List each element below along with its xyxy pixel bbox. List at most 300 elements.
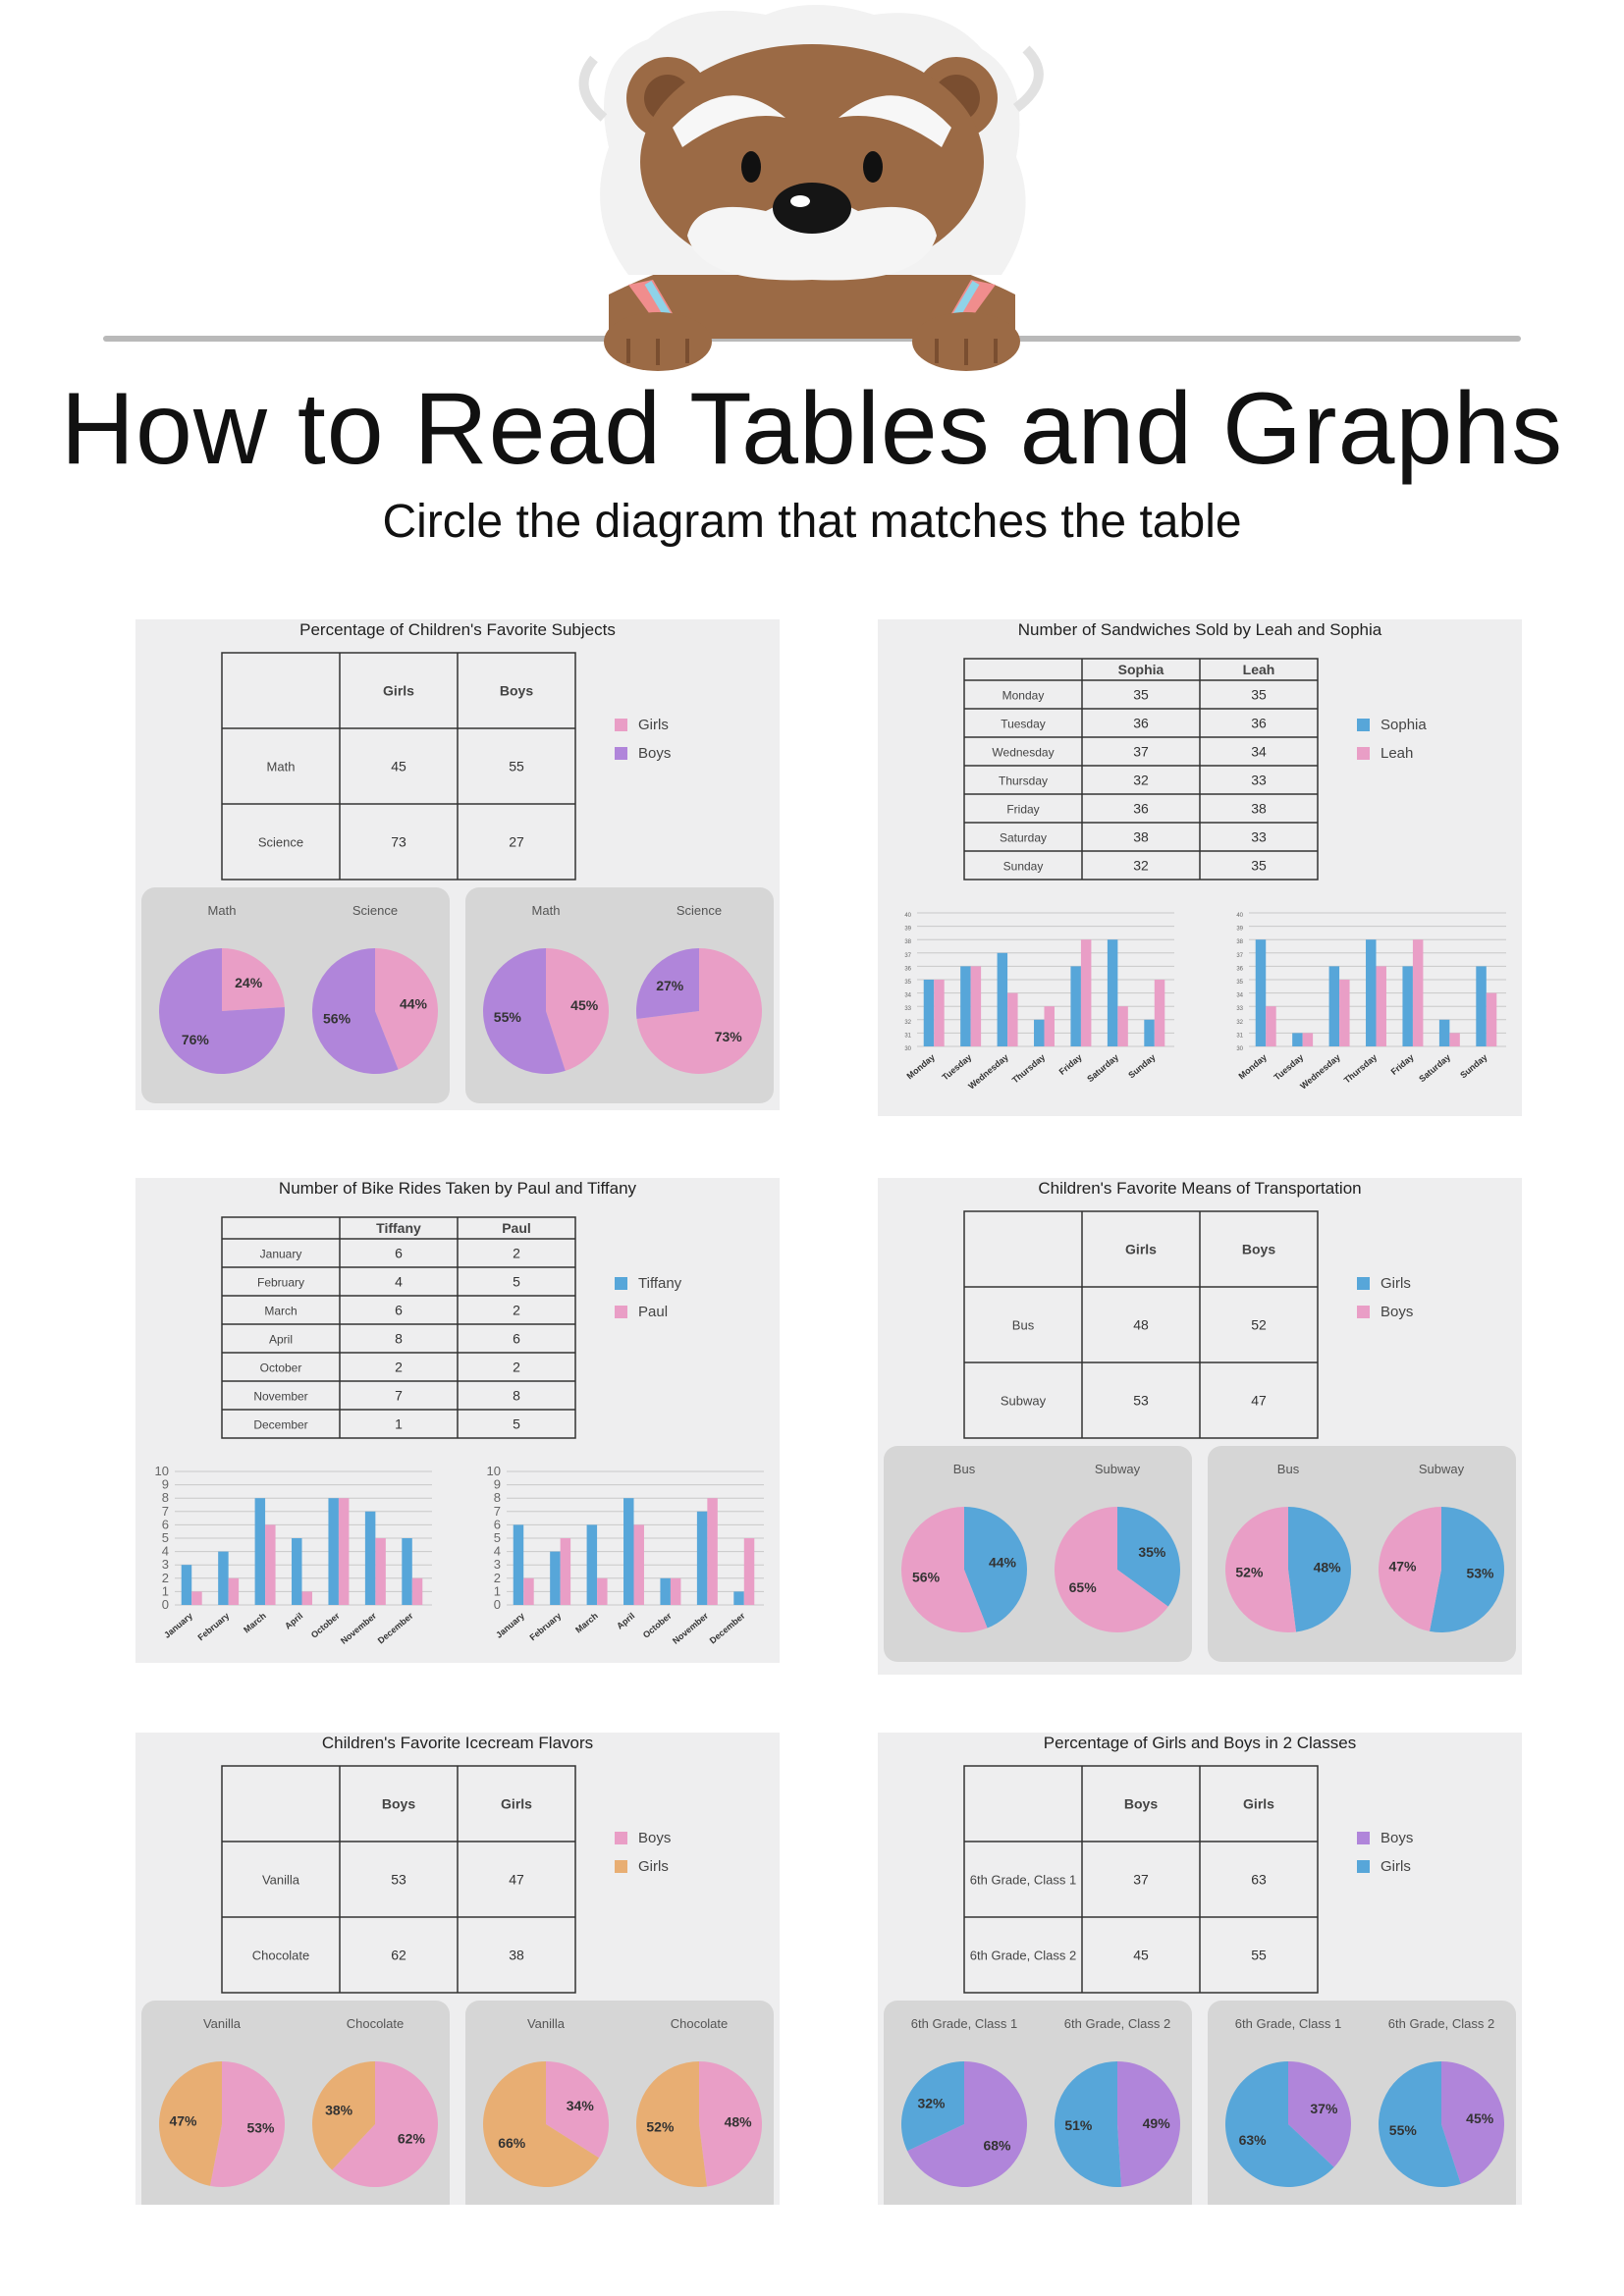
table-row-label: April [268,1332,294,1347]
legend-label-boys: Boys [1380,1304,1414,1320]
x-tick-label: Thursday [1341,1051,1380,1086]
table-cell: 36 [1133,715,1149,731]
panel-title: Percentage of Girls and Boys in 2 Classes [1043,1734,1357,1752]
y-tick-label: 30 [1236,1046,1243,1052]
bar-paul [671,1578,680,1605]
table-cell: 53 [391,1871,406,1888]
pie-label: Math [207,903,237,918]
table-cell: 37 [1133,743,1149,760]
bar-leah [1487,993,1496,1046]
bar-leah [971,966,981,1046]
table-cell: 36 [1251,715,1267,731]
table-cell: 53 [1133,1392,1149,1409]
legend-label-boys: Boys [638,1830,672,1846]
panel-title: Children's Favorite Icecream Flavors [321,1734,594,1752]
bar-leah [1377,966,1386,1046]
y-tick-label: 6 [161,1517,169,1532]
pie-chart-slice-label: 47% [169,2112,197,2129]
pie-chart-slice-label: 53% [1466,1565,1494,1581]
bar-tiffany [365,1512,375,1605]
x-tick-label: Saturday [1085,1051,1121,1085]
legend-label-paul: Paul [638,1304,669,1320]
table-cell: 38 [509,1947,524,1963]
y-tick-label: 33 [1236,1006,1243,1013]
legend-label-boys: Boys [638,745,672,762]
legend-swatch-boys [615,747,627,760]
pie-label: 6th Grade, Class 1 [910,2016,1018,2031]
y-tick-label: 4 [493,1543,501,1559]
table-cell: 6 [513,1330,520,1347]
pie-chart-slice-label: 34% [566,2097,594,2113]
y-tick-label: 7 [161,1503,169,1519]
bar-tiffany [514,1524,523,1605]
bar-tiffany [402,1538,411,1605]
y-tick-label: 31 [904,1033,911,1040]
table-cell: 36 [1133,800,1149,817]
pie-chart-slice-label: 24% [235,975,263,991]
bar-sophia [1256,939,1266,1046]
table-header-girls: Girls [1243,1795,1274,1812]
table-row-label: Bus [1011,1317,1035,1333]
bar-tiffany [550,1552,560,1605]
pie-chart-slice-label: 62% [397,2130,425,2147]
y-tick-label: 36 [904,966,911,973]
table-header-leah: Leah [1242,662,1275,677]
y-tick-label: 10 [486,1464,501,1478]
legend-swatch-boys [1357,1306,1370,1318]
table-cell: 34 [1251,743,1267,760]
pie-chart-slice-label: 56% [912,1569,941,1585]
table-cell: 33 [1251,828,1267,845]
table-header-girls: Girls [501,1795,532,1812]
bar-sophia [1366,939,1376,1046]
pie-chart-slice-label: 35% [1138,1543,1166,1560]
y-tick-label: 6 [493,1517,501,1532]
pie-label: Science [676,903,723,918]
legend-label-tiffany: Tiffany [638,1275,682,1292]
bar-leah [1117,1006,1127,1046]
pie-chart-slice-label: 65% [1068,1579,1097,1596]
table-row-label: Friday [1006,802,1040,817]
y-tick-label: 34 [1236,992,1243,999]
y-tick-label: 3 [493,1557,501,1573]
x-tick-label: Wednesday [1298,1051,1342,1092]
pie-chart-slice-label: 38% [325,2102,353,2118]
table-cell: 5 [513,1273,520,1290]
panel-title: Children's Favorite Means of Transportation [1038,1179,1362,1198]
panel-transportation [878,1178,1522,1675]
pie-chart-slice-label: 52% [646,2118,675,2135]
bar-tiffany [182,1565,191,1605]
table-row-label: Chocolate [251,1948,310,1963]
table-cell: 47 [509,1871,524,1888]
pie-chart-slice-label: 48% [1313,1559,1341,1575]
x-tick-label: Sunday [1458,1051,1489,1081]
x-tick-label: March [242,1610,268,1635]
table-header-sophia: Sophia [1117,662,1164,677]
pie-chart-slice-label: 51% [1064,2117,1093,2134]
x-tick-label: March [573,1610,600,1635]
pie-chart-slice-label: 66% [498,2135,526,2152]
table-cell: 6 [395,1245,403,1261]
y-tick-label: 9 [161,1476,169,1492]
y-tick-label: 2 [161,1570,169,1585]
pie-chart-slice-label: 49% [1142,2114,1170,2131]
table-row-label: Tuesday [1001,717,1046,731]
x-tick-label: October [308,1610,342,1640]
bar-sophia [1292,1033,1302,1046]
y-tick-label: 0 [493,1597,501,1612]
bar-sophia [1108,939,1117,1046]
bar-paul [265,1524,275,1605]
x-tick-label: November [670,1610,711,1646]
table-cell: 32 [1133,772,1149,788]
page-title: How to Read Tables and Graphs [60,372,1564,486]
pie-option-b[interactable] [465,887,774,1103]
bar-tiffany [255,1498,265,1605]
bar-leah [1266,1006,1275,1046]
panel-canvas [878,1178,1522,1675]
table-cell: 47 [1251,1392,1267,1409]
bar-paul [339,1498,349,1605]
bar-leah [1007,993,1017,1046]
table-header-tiffany: Tiffany [376,1220,421,1236]
x-tick-label: April [615,1610,637,1631]
table-cell: 38 [1251,800,1267,817]
table-row-label: 6th Grade, Class 2 [969,1948,1077,1963]
bar-option-b[interactable] [1236,913,1506,1092]
table-cell: 4 [395,1273,403,1290]
table-header-boys: Boys [1241,1241,1276,1257]
y-tick-label: 30 [904,1046,911,1052]
bar-sophia [960,966,970,1046]
table-row-label: March [264,1304,298,1318]
y-tick-label: 39 [904,926,911,933]
pie-label: Bus [1276,1462,1300,1476]
table-row-label: Subway [1000,1393,1047,1409]
y-tick-label: 4 [161,1543,169,1559]
pie-option-b[interactable] [465,2001,774,2205]
legend-swatch-leah [1357,747,1370,760]
pie-chart-slice-label: 45% [570,996,599,1013]
bar-sophia [1439,1020,1449,1046]
bar-option-b[interactable] [487,1464,764,1646]
bar-paul [744,1538,754,1605]
x-tick-label: December [375,1610,415,1646]
pie-chart-slice-label: 44% [988,1554,1016,1571]
table-cell: 6 [395,1302,403,1318]
y-tick-label: 7 [493,1503,501,1519]
table-header-paul: Paul [502,1220,531,1236]
x-tick-label: December [707,1610,747,1646]
table-cell: 8 [513,1387,520,1404]
table-row-label: Science [257,834,304,850]
table-row-label: 6th Grade, Class 1 [969,1872,1077,1888]
y-tick-label: 5 [493,1530,501,1545]
table-header-boys: Boys [381,1795,416,1812]
bar-paul [191,1591,201,1605]
pie-option-a[interactable] [141,2001,450,2205]
pie-chart-slice-label: 32% [917,2095,946,2111]
legend-swatch-boys [615,1832,627,1844]
x-tick-label: Tuesday [1272,1051,1306,1083]
x-tick-label: Monday [1236,1051,1269,1082]
pie-chart-slice-label: 73% [714,1029,742,1045]
table-header-girls: Girls [1125,1241,1157,1257]
table-row-label: January [259,1247,302,1261]
legend-swatch-tiffany [615,1277,627,1290]
pie-label: Vanilla [526,2016,566,2031]
panel-canvas [135,619,780,1110]
y-tick-label: 36 [1236,966,1243,973]
pie-chart-slice-label: 55% [1388,2122,1417,2139]
bar-tiffany [218,1552,228,1605]
bar-sophia [1034,1020,1044,1046]
bar-leah [1413,939,1423,1046]
bar-sophia [1476,966,1486,1046]
table-cell: 73 [391,833,406,850]
pie-chart-slice-label: 53% [246,2119,275,2136]
pie-chart-slice-label: 45% [1466,2109,1494,2126]
table-cell: 2 [513,1245,520,1261]
table-cell: 48 [1133,1316,1149,1333]
table-header-boys: Boys [499,682,534,699]
table-cell: 33 [1251,772,1267,788]
legend-swatch-girls [615,719,627,731]
bar-paul [229,1578,239,1605]
bar-paul [597,1578,607,1605]
y-tick-label: 1 [161,1583,169,1599]
y-tick-label: 34 [904,992,911,999]
y-tick-label: 1 [493,1583,501,1599]
bar-leah [1339,980,1349,1046]
y-tick-label: 33 [904,1006,911,1013]
y-tick-label: 8 [161,1490,169,1506]
y-tick-label: 9 [493,1476,501,1492]
y-tick-label: 37 [1236,952,1243,959]
pie-label: 6th Grade, Class 2 [1387,2016,1495,2031]
pie-chart-slice-label: 56% [323,1010,352,1027]
table-cell: 32 [1133,857,1149,874]
table-row-label: December [253,1417,308,1432]
pie-option-b[interactable] [1208,2001,1516,2205]
pie-label: Subway [1418,1462,1465,1476]
panel-girls-boys-classes [878,1733,1522,2205]
x-tick-label: January [494,1610,526,1640]
table-cell: 45 [1133,1947,1149,1963]
bar-tiffany [328,1498,338,1605]
y-tick-label: 32 [904,1019,911,1026]
legend-swatch-girls [1357,1277,1370,1290]
pie-label: Math [531,903,561,918]
x-tick-label: Sunday [1126,1051,1158,1081]
table-cell: 55 [1251,1947,1267,1963]
table-row-label: October [259,1361,302,1375]
pie-label: Subway [1094,1462,1141,1476]
legend-swatch-girls [1357,1860,1370,1873]
bar-sophia [998,953,1007,1046]
y-tick-label: 3 [161,1557,169,1573]
panel-icecream-flavors [135,1733,780,2205]
panel-sandwiches-sold [878,619,1522,1116]
panel-canvas [878,619,1522,1116]
bar-tiffany [292,1538,301,1605]
panel-canvas [135,1733,780,2205]
y-tick-label: 0 [161,1597,169,1612]
pie-chart-slice-label: 52% [1235,1564,1264,1580]
panel-title: Number of Bike Rides Taken by Paul and Tiffany [278,1179,637,1198]
pie-chart-slice-label: 27% [656,977,684,993]
panel-canvas [878,1733,1522,2205]
bar-paul [707,1498,717,1605]
y-tick-label: 38 [1236,939,1243,946]
y-tick-label: 38 [904,939,911,946]
table-row-label: Sunday [1002,859,1044,874]
bar-option-a[interactable] [904,913,1174,1092]
panel-favorite-subjects [135,619,780,1110]
table-row-label: Monday [1001,688,1045,703]
table-cell: 45 [391,758,406,774]
table-cell: 52 [1251,1316,1267,1333]
bar-leah [1081,939,1091,1046]
legend-label-girls: Girls [1380,1858,1411,1875]
table-row-label: Math [266,759,296,774]
pie-chart-slice-label: 37% [1310,2101,1338,2117]
table-cell: 35 [1133,686,1149,703]
x-tick-label: November [338,1610,379,1646]
panel-bike-rides [135,1178,780,1663]
table-row-label: Wednesday [992,745,1055,760]
legend-swatch-girls [615,1860,627,1873]
table-cell: 38 [1133,828,1149,845]
table-cell: 27 [509,833,524,850]
legend-label-girls: Girls [638,717,669,733]
y-tick-label: 8 [493,1490,501,1506]
y-tick-label: 35 [1236,980,1243,986]
table-cell: 55 [509,758,524,774]
table-cell: 2 [395,1359,403,1375]
bar-tiffany [733,1591,743,1605]
pie-option-a[interactable] [141,887,450,1103]
legend-label-boys: Boys [1380,1830,1414,1846]
table-cell: 2 [513,1302,520,1318]
table-header-girls: Girls [383,682,414,699]
page-subtitle: Circle the diagram that matches the table [382,496,1242,548]
legend-label-sophia: Sophia [1380,717,1427,733]
bar-leah [1303,1033,1313,1046]
panel-title: Number of Sandwiches Sold by Leah and Sophia [1017,620,1382,639]
pie-label: Chocolate [346,2016,405,2031]
bar-sophia [1329,966,1339,1046]
bar-paul [302,1591,312,1605]
pie-label: Vanilla [202,2016,242,2031]
y-tick-label: 35 [904,980,911,986]
x-tick-label: Wednesday [966,1051,1010,1092]
x-tick-label: April [283,1610,305,1631]
pie-chart-slice-label: 47% [1388,1558,1417,1575]
x-tick-label: October [640,1610,674,1640]
legend-label-leah: Leah [1380,745,1414,762]
x-tick-label: Tuesday [940,1051,974,1083]
y-tick-label: 37 [904,952,911,959]
table-header-boys: Boys [1123,1795,1159,1812]
x-tick-label: Friday [1388,1051,1416,1077]
legend-label-girls: Girls [638,1858,669,1875]
bar-sophia [924,980,934,1046]
table-row-label: Vanilla [261,1872,300,1888]
x-tick-label: Thursday [1009,1051,1048,1086]
table-cell: 2 [513,1359,520,1375]
bar-tiffany [623,1498,633,1605]
y-tick-label: 39 [1236,926,1243,933]
table-cell: 1 [395,1415,403,1432]
bar-tiffany [587,1524,597,1605]
pie-label: 6th Grade, Class 1 [1234,2016,1342,2031]
pie-chart-slice-label: 68% [983,2137,1011,2154]
bar-option-a[interactable] [155,1464,432,1646]
y-tick-label: 31 [1236,1033,1243,1040]
legend-label-girls: Girls [1380,1275,1411,1292]
bar-sophia [1144,1020,1154,1046]
pie-chart-slice-label: 55% [493,1009,521,1026]
mascot-bear-illustration [98,0,1526,383]
y-tick-label: 10 [154,1464,169,1478]
x-tick-label: February [195,1610,232,1643]
pie-option-a[interactable] [884,1446,1192,1662]
table-cell: 35 [1251,686,1267,703]
y-tick-label: 5 [161,1530,169,1545]
y-tick-label: 40 [1236,913,1243,919]
pie-chart-slice-label: 76% [181,1031,209,1047]
bar-paul [561,1538,570,1605]
table-cell: 5 [513,1415,520,1432]
panel-title: Percentage of Children's Favorite Subjects [299,620,616,639]
bar-leah [934,980,944,1046]
bar-paul [375,1538,385,1605]
bar-sophia [1070,966,1080,1046]
x-tick-label: Friday [1056,1051,1084,1077]
x-tick-label: February [527,1610,564,1643]
bar-tiffany [660,1578,670,1605]
pie-label: Chocolate [670,2016,729,2031]
y-tick-label: 2 [493,1570,501,1585]
pie-chart-slice-label: 44% [399,995,427,1012]
pie-label: Bus [952,1462,976,1476]
pie-option-b[interactable] [1208,1446,1516,1662]
legend-swatch-boys [1357,1832,1370,1844]
bar-leah [1045,1006,1055,1046]
table-cell: 35 [1251,857,1267,874]
y-tick-label: 32 [1236,1019,1243,1026]
x-tick-label: January [162,1610,194,1640]
pie-option-a[interactable] [884,2001,1192,2205]
bar-paul [634,1524,644,1605]
x-tick-label: Monday [904,1051,937,1082]
table-cell: 7 [395,1387,403,1404]
panel-canvas [135,1178,780,1663]
table-row-label: November [253,1389,308,1404]
pie-chart-slice-label: 63% [1238,2131,1267,2148]
legend-swatch-sophia [1357,719,1370,731]
table-row-label: Thursday [998,774,1049,788]
y-tick-label: 40 [904,913,911,919]
legend-swatch-paul [615,1306,627,1318]
pie-label: Science [352,903,399,918]
bar-paul [523,1578,533,1605]
table-cell: 62 [391,1947,406,1963]
bar-tiffany [697,1512,707,1605]
table-row-label: Saturday [999,830,1048,845]
